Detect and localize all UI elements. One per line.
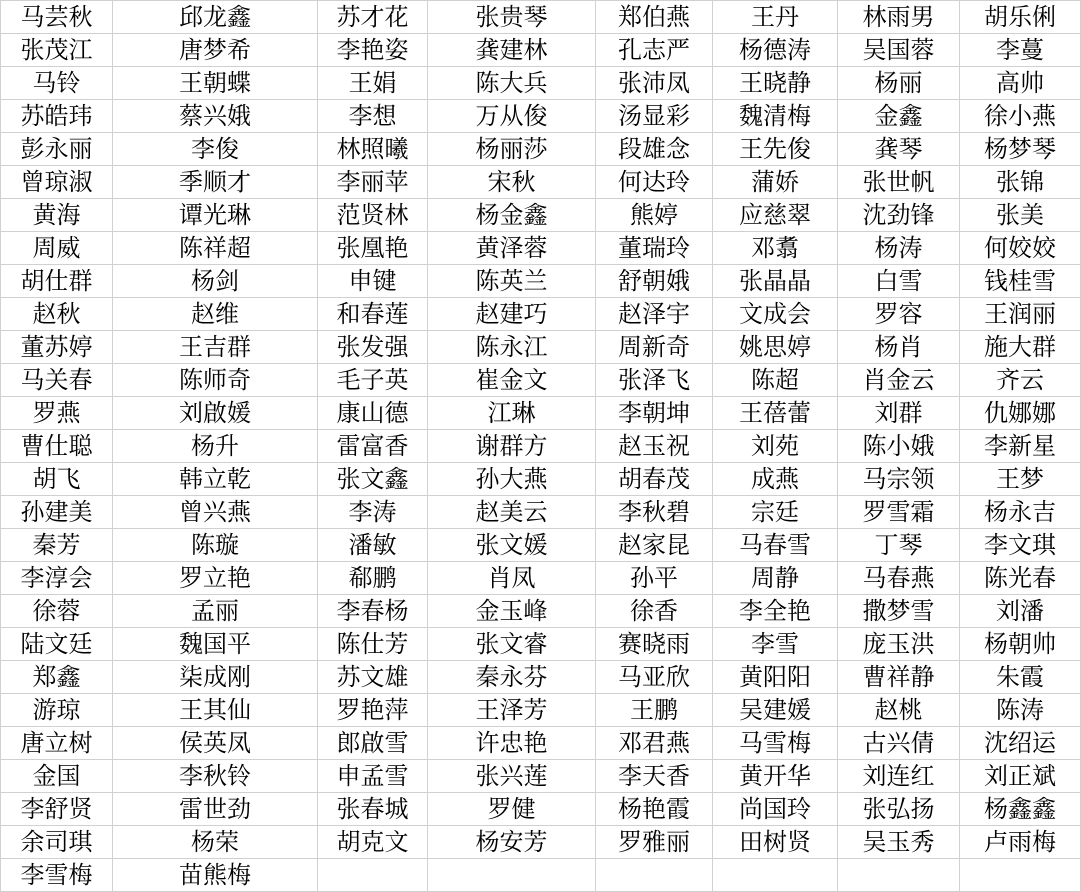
table-row (1, 1, 1081, 34)
table-cell[interactable]: 赵维 (113, 298, 318, 331)
table-cell[interactable]: 古兴倩 (838, 727, 960, 760)
table-cell[interactable]: 雷富香 (318, 430, 428, 463)
table-row (1, 562, 1081, 595)
table-cell[interactable]: 黄阳阳 (713, 661, 838, 694)
table-cell[interactable]: 杨德涛 (713, 34, 838, 67)
table-cell[interactable]: 曾琼淑 (1, 166, 113, 199)
table-cell[interactable]: 张茂江 (1, 34, 113, 67)
table-cell[interactable]: 赵玉祝 (596, 430, 713, 463)
table-cell[interactable]: 张文鑫 (318, 463, 428, 496)
table-cell[interactable]: 张世帆 (838, 166, 960, 199)
table-cell[interactable]: 胡乐俐 (960, 1, 1081, 34)
table-cell[interactable]: 沈绍运 (960, 727, 1081, 760)
table-cell[interactable]: 李秋铃 (113, 760, 318, 793)
table-cell[interactable]: 宋秋 (428, 166, 596, 199)
table-cell[interactable]: 潘敏 (318, 529, 428, 562)
table-cell[interactable]: 宗廷 (713, 496, 838, 529)
table-cell[interactable]: 江琳 (428, 397, 596, 430)
table-cell[interactable]: 陈祥超 (113, 232, 318, 265)
table-cell[interactable]: 孙建美 (1, 496, 113, 529)
table-row (1, 826, 1081, 859)
table-cell[interactable]: 白雪 (838, 265, 960, 298)
table-cell[interactable]: 杨金鑫 (428, 199, 596, 232)
table-cell[interactable]: 张锦 (960, 166, 1081, 199)
table-cell[interactable]: 罗容 (838, 298, 960, 331)
table-cell[interactable]: 王朝蝶 (113, 67, 318, 100)
table-cell[interactable]: 刘苑 (713, 430, 838, 463)
table-cell[interactable]: 施大群 (960, 331, 1081, 364)
table-cell[interactable]: 孟丽 (113, 595, 318, 628)
table-cell[interactable]: 申键 (318, 265, 428, 298)
table-cell[interactable]: 王蓓蕾 (713, 397, 838, 430)
table-cell[interactable]: 张文睿 (428, 628, 596, 661)
table-cell[interactable]: 杨梦琴 (960, 133, 1081, 166)
table-cell[interactable]: 罗立艳 (113, 562, 318, 595)
table-cell[interactable]: 李春杨 (318, 595, 428, 628)
table-cell[interactable]: 马亚欣 (596, 661, 713, 694)
table-cell[interactable]: 李天香 (596, 760, 713, 793)
table-cell[interactable]: 陈光春 (960, 562, 1081, 595)
table-cell[interactable]: 李丽苹 (318, 166, 428, 199)
table-cell[interactable]: 杨丽 (838, 67, 960, 100)
table-cell[interactable]: 赵桃 (838, 694, 960, 727)
table-cell[interactable]: 龚琴 (838, 133, 960, 166)
table-cell[interactable]: 杨肖 (838, 331, 960, 364)
table-cell[interactable]: 郑伯燕 (596, 1, 713, 34)
table-cell[interactable]: 杨剑 (113, 265, 318, 298)
table-row (1, 859, 1081, 892)
table-cell[interactable]: 魏清梅 (713, 100, 838, 133)
table-cell[interactable]: 徐小燕 (960, 100, 1081, 133)
table-cell[interactable]: 丁琴 (838, 529, 960, 562)
table-cell[interactable]: 成燕 (713, 463, 838, 496)
table-cell[interactable]: 胡仕群 (1, 265, 113, 298)
table-cell[interactable]: 李俊 (113, 133, 318, 166)
table-cell[interactable]: 韩立乾 (113, 463, 318, 496)
table-cell[interactable]: 陈小娥 (838, 430, 960, 463)
table-cell[interactable]: 李淳会 (1, 562, 113, 595)
table-cell[interactable]: 苗熊梅 (113, 859, 318, 892)
table-cell[interactable]: 孔志严 (596, 34, 713, 67)
table-cell[interactable]: 仇娜娜 (960, 397, 1081, 430)
table-cell[interactable]: 罗雪霜 (838, 496, 960, 529)
table-cell[interactable]: 刘群 (838, 397, 960, 430)
table-cell[interactable]: 王娟 (318, 67, 428, 100)
table-cell[interactable]: 张沛凤 (596, 67, 713, 100)
table-row (1, 793, 1081, 826)
table-cell[interactable]: 黄泽蓉 (428, 232, 596, 265)
table-cell[interactable]: 赛晓雨 (596, 628, 713, 661)
table-row (1, 232, 1081, 265)
table-cell[interactable]: 金国 (1, 760, 113, 793)
table-cell[interactable]: 马宗领 (838, 463, 960, 496)
table-cell[interactable]: 毛子英 (318, 364, 428, 397)
table-cell[interactable]: 马春雪 (713, 529, 838, 562)
table-cell[interactable]: 董苏婷 (1, 331, 113, 364)
table-row (1, 727, 1081, 760)
table-cell[interactable]: 余司琪 (1, 826, 113, 859)
table-cell[interactable]: 陈仕芳 (318, 628, 428, 661)
table-cell[interactable]: 曾兴燕 (113, 496, 318, 529)
table-cell[interactable] (838, 859, 960, 892)
table-cell[interactable]: 李蔓 (960, 34, 1081, 67)
table-cell[interactable]: 王晓静 (713, 67, 838, 100)
table-cell[interactable]: 刘连红 (838, 760, 960, 793)
table-cell[interactable]: 赵美云 (428, 496, 596, 529)
table-cell[interactable]: 杨朝帅 (960, 628, 1081, 661)
table-row (1, 133, 1081, 166)
table-cell[interactable]: 熊婷 (596, 199, 713, 232)
table-cell[interactable]: 董瑞玲 (596, 232, 713, 265)
table-cell[interactable]: 陈大兵 (428, 67, 596, 100)
table-cell[interactable]: 杨升 (113, 430, 318, 463)
table-cell[interactable]: 胡克文 (318, 826, 428, 859)
table-cell[interactable]: 王吉群 (113, 331, 318, 364)
table-cell[interactable]: 王其仙 (113, 694, 318, 727)
table-cell[interactable]: 赵建巧 (428, 298, 596, 331)
table-cell[interactable]: 杨荣 (113, 826, 318, 859)
table-cell[interactable]: 王先俊 (713, 133, 838, 166)
table-cell[interactable]: 张凰艳 (318, 232, 428, 265)
table-cell[interactable]: 万从俊 (428, 100, 596, 133)
table-cell[interactable]: 蔡兴娥 (113, 100, 318, 133)
table-cell[interactable]: 吴玉秀 (838, 826, 960, 859)
table-row (1, 496, 1081, 529)
table-row (1, 430, 1081, 463)
table-cell[interactable]: 苏才花 (318, 1, 428, 34)
table-cell[interactable]: 吴建媛 (713, 694, 838, 727)
table-cell[interactable]: 徐香 (596, 595, 713, 628)
table-cell[interactable]: 陈超 (713, 364, 838, 397)
table-cell[interactable]: 赵泽宇 (596, 298, 713, 331)
table-cell[interactable]: 杨安芳 (428, 826, 596, 859)
table-row (1, 760, 1081, 793)
table-cell[interactable]: 应慈翠 (713, 199, 838, 232)
table-cell[interactable]: 马铃 (1, 67, 113, 100)
table-cell[interactable]: 王鹏 (596, 694, 713, 727)
table-cell[interactable]: 马关春 (1, 364, 113, 397)
table-cell[interactable]: 金鑫 (838, 100, 960, 133)
table-cell[interactable]: 游琼 (1, 694, 113, 727)
table-cell[interactable]: 孙大燕 (428, 463, 596, 496)
table-cell[interactable]: 罗健 (428, 793, 596, 826)
table-cell[interactable]: 李雪 (713, 628, 838, 661)
table-cell[interactable]: 邓君燕 (596, 727, 713, 760)
table-cell[interactable]: 郑鑫 (1, 661, 113, 694)
table-cell[interactable]: 汤显彩 (596, 100, 713, 133)
table-cell[interactable]: 撒梦雪 (838, 595, 960, 628)
table-row (1, 364, 1081, 397)
table-cell[interactable]: 罗雅丽 (596, 826, 713, 859)
table-cell[interactable]: 周威 (1, 232, 113, 265)
table-cell[interactable]: 崔金文 (428, 364, 596, 397)
table-cell[interactable]: 谭光琳 (113, 199, 318, 232)
table-cell[interactable]: 罗艳萍 (318, 694, 428, 727)
table-cell[interactable]: 李艳姿 (318, 34, 428, 67)
table-cell[interactable]: 朱霞 (960, 661, 1081, 694)
table-row (1, 331, 1081, 364)
table-cell[interactable]: 赵秋 (1, 298, 113, 331)
table-cell[interactable]: 张发强 (318, 331, 428, 364)
table-cell[interactable]: 林照曦 (318, 133, 428, 166)
table-cell[interactable]: 吴国蓉 (838, 34, 960, 67)
table-cell[interactable]: 肖金云 (838, 364, 960, 397)
table-cell[interactable]: 李涛 (318, 496, 428, 529)
table-row (1, 529, 1081, 562)
table-cell[interactable]: 胡飞 (1, 463, 113, 496)
table-row (1, 100, 1081, 133)
table-row (1, 199, 1081, 232)
table-cell[interactable]: 季顺才 (113, 166, 318, 199)
table-cell[interactable]: 杨艳霞 (596, 793, 713, 826)
table-cell[interactable]: 王润丽 (960, 298, 1081, 331)
table-cell[interactable]: 雷世劲 (113, 793, 318, 826)
table-cell[interactable]: 李秋碧 (596, 496, 713, 529)
table-cell[interactable]: 刘啟媛 (113, 397, 318, 430)
table-cell[interactable]: 张贵琴 (428, 1, 596, 34)
table-cell[interactable]: 文成会 (713, 298, 838, 331)
table-cell[interactable]: 侯英凤 (113, 727, 318, 760)
table-cell[interactable]: 申孟雪 (318, 760, 428, 793)
table-cell[interactable]: 许忠艳 (428, 727, 596, 760)
table-cell[interactable]: 尚国玲 (713, 793, 838, 826)
table-cell[interactable]: 沈劲锋 (838, 199, 960, 232)
table-cell[interactable]: 孙平 (596, 562, 713, 595)
table-cell[interactable]: 彭永丽 (1, 133, 113, 166)
table-cell[interactable]: 刘潘 (960, 595, 1081, 628)
table-cell[interactable]: 王泽芳 (428, 694, 596, 727)
table-cell[interactable]: 唐梦希 (113, 34, 318, 67)
table-cell[interactable] (713, 859, 838, 892)
table-cell[interactable]: 马雪梅 (713, 727, 838, 760)
table-row (1, 661, 1081, 694)
table-cell[interactable]: 唐立树 (1, 727, 113, 760)
table-cell[interactable] (428, 859, 596, 892)
table-cell[interactable]: 陈涛 (960, 694, 1081, 727)
table-cell[interactable]: 陈英兰 (428, 265, 596, 298)
table-cell[interactable]: 周新奇 (596, 331, 713, 364)
table-cell[interactable]: 陈师奇 (113, 364, 318, 397)
table-cell[interactable]: 李新星 (960, 430, 1081, 463)
table-cell[interactable]: 姚思婷 (713, 331, 838, 364)
table-cell[interactable]: 王梦 (960, 463, 1081, 496)
table-cell[interactable]: 陈璇 (113, 529, 318, 562)
table-cell[interactable]: 陈永江 (428, 331, 596, 364)
table-cell[interactable]: 舒朝娥 (596, 265, 713, 298)
table-cell[interactable]: 龚建林 (428, 34, 596, 67)
table-cell[interactable]: 段雄念 (596, 133, 713, 166)
table-cell[interactable]: 李全艳 (713, 595, 838, 628)
table-cell[interactable]: 苏皓玮 (1, 100, 113, 133)
table-cell[interactable]: 齐云 (960, 364, 1081, 397)
table-cell[interactable]: 陆文廷 (1, 628, 113, 661)
table-cell[interactable] (318, 859, 428, 892)
table-cell[interactable]: 何达玲 (596, 166, 713, 199)
table-cell[interactable]: 赵家昆 (596, 529, 713, 562)
table-cell[interactable]: 张兴莲 (428, 760, 596, 793)
table-cell[interactable]: 秦芳 (1, 529, 113, 562)
table-cell[interactable]: 何姣姣 (960, 232, 1081, 265)
table-row (1, 265, 1081, 298)
table-cell[interactable]: 郗鹏 (318, 562, 428, 595)
table-cell[interactable]: 张春城 (318, 793, 428, 826)
table-cell[interactable]: 田树贤 (713, 826, 838, 859)
table-cell[interactable]: 李文琪 (960, 529, 1081, 562)
table-cell[interactable]: 张弘扬 (838, 793, 960, 826)
table-row (1, 166, 1081, 199)
table-cell[interactable]: 杨丽莎 (428, 133, 596, 166)
table-cell[interactable]: 杨鑫鑫 (960, 793, 1081, 826)
table-row (1, 34, 1081, 67)
table-row (1, 694, 1081, 727)
table-row (1, 397, 1081, 430)
table-cell[interactable]: 王丹 (713, 1, 838, 34)
table-row (1, 298, 1081, 331)
table-cell[interactable]: 卢雨梅 (960, 826, 1081, 859)
table-cell[interactable]: 高帅 (960, 67, 1081, 100)
table-cell[interactable]: 李想 (318, 100, 428, 133)
table-cell[interactable]: 马芸秋 (1, 1, 113, 34)
table-cell[interactable]: 胡春茂 (596, 463, 713, 496)
table-cell[interactable]: 曹仕聪 (1, 430, 113, 463)
table-cell[interactable]: 范贤林 (318, 199, 428, 232)
table-cell[interactable]: 李朝坤 (596, 397, 713, 430)
table-cell[interactable]: 张晶晶 (713, 265, 838, 298)
table-cell[interactable]: 马春燕 (838, 562, 960, 595)
name-table-body (1, 1, 1081, 892)
table-cell[interactable]: 李舒贤 (1, 793, 113, 826)
table-row (1, 67, 1081, 100)
table-cell[interactable]: 柒成刚 (113, 661, 318, 694)
table-cell[interactable]: 魏国平 (113, 628, 318, 661)
table-cell[interactable]: 钱桂雪 (960, 265, 1081, 298)
table-cell[interactable]: 和春莲 (318, 298, 428, 331)
table-cell[interactable]: 张泽飞 (596, 364, 713, 397)
table-cell[interactable]: 金玉峰 (428, 595, 596, 628)
table-cell[interactable]: 苏文雄 (318, 661, 428, 694)
table-cell[interactable]: 肖凤 (428, 562, 596, 595)
table-cell[interactable]: 邓翥 (713, 232, 838, 265)
table-cell[interactable]: 黄海 (1, 199, 113, 232)
table-cell[interactable]: 刘正斌 (960, 760, 1081, 793)
table-cell[interactable] (596, 859, 713, 892)
table-cell[interactable] (960, 859, 1081, 892)
table-cell[interactable]: 张美 (960, 199, 1081, 232)
table-cell[interactable]: 秦永芬 (428, 661, 596, 694)
table-cell[interactable]: 杨永吉 (960, 496, 1081, 529)
table-cell[interactable]: 徐蓉 (1, 595, 113, 628)
table-cell[interactable]: 黄开华 (713, 760, 838, 793)
table-row (1, 628, 1081, 661)
table-cell[interactable]: 曹祥静 (838, 661, 960, 694)
table-cell[interactable]: 罗燕 (1, 397, 113, 430)
table-cell[interactable]: 邱龙鑫 (113, 1, 318, 34)
table-row (1, 595, 1081, 628)
table-cell[interactable]: 林雨男 (838, 1, 960, 34)
table-cell[interactable]: 庞玉洪 (838, 628, 960, 661)
table-cell[interactable]: 郎啟雪 (318, 727, 428, 760)
table-cell[interactable]: 谢群方 (428, 430, 596, 463)
table-cell[interactable]: 蒲娇 (713, 166, 838, 199)
table-cell[interactable]: 杨涛 (838, 232, 960, 265)
table-cell[interactable]: 张文媛 (428, 529, 596, 562)
table-row (1, 463, 1081, 496)
table-cell[interactable]: 康山德 (318, 397, 428, 430)
table-cell[interactable]: 周静 (713, 562, 838, 595)
table-cell[interactable]: 李雪梅 (1, 859, 113, 892)
